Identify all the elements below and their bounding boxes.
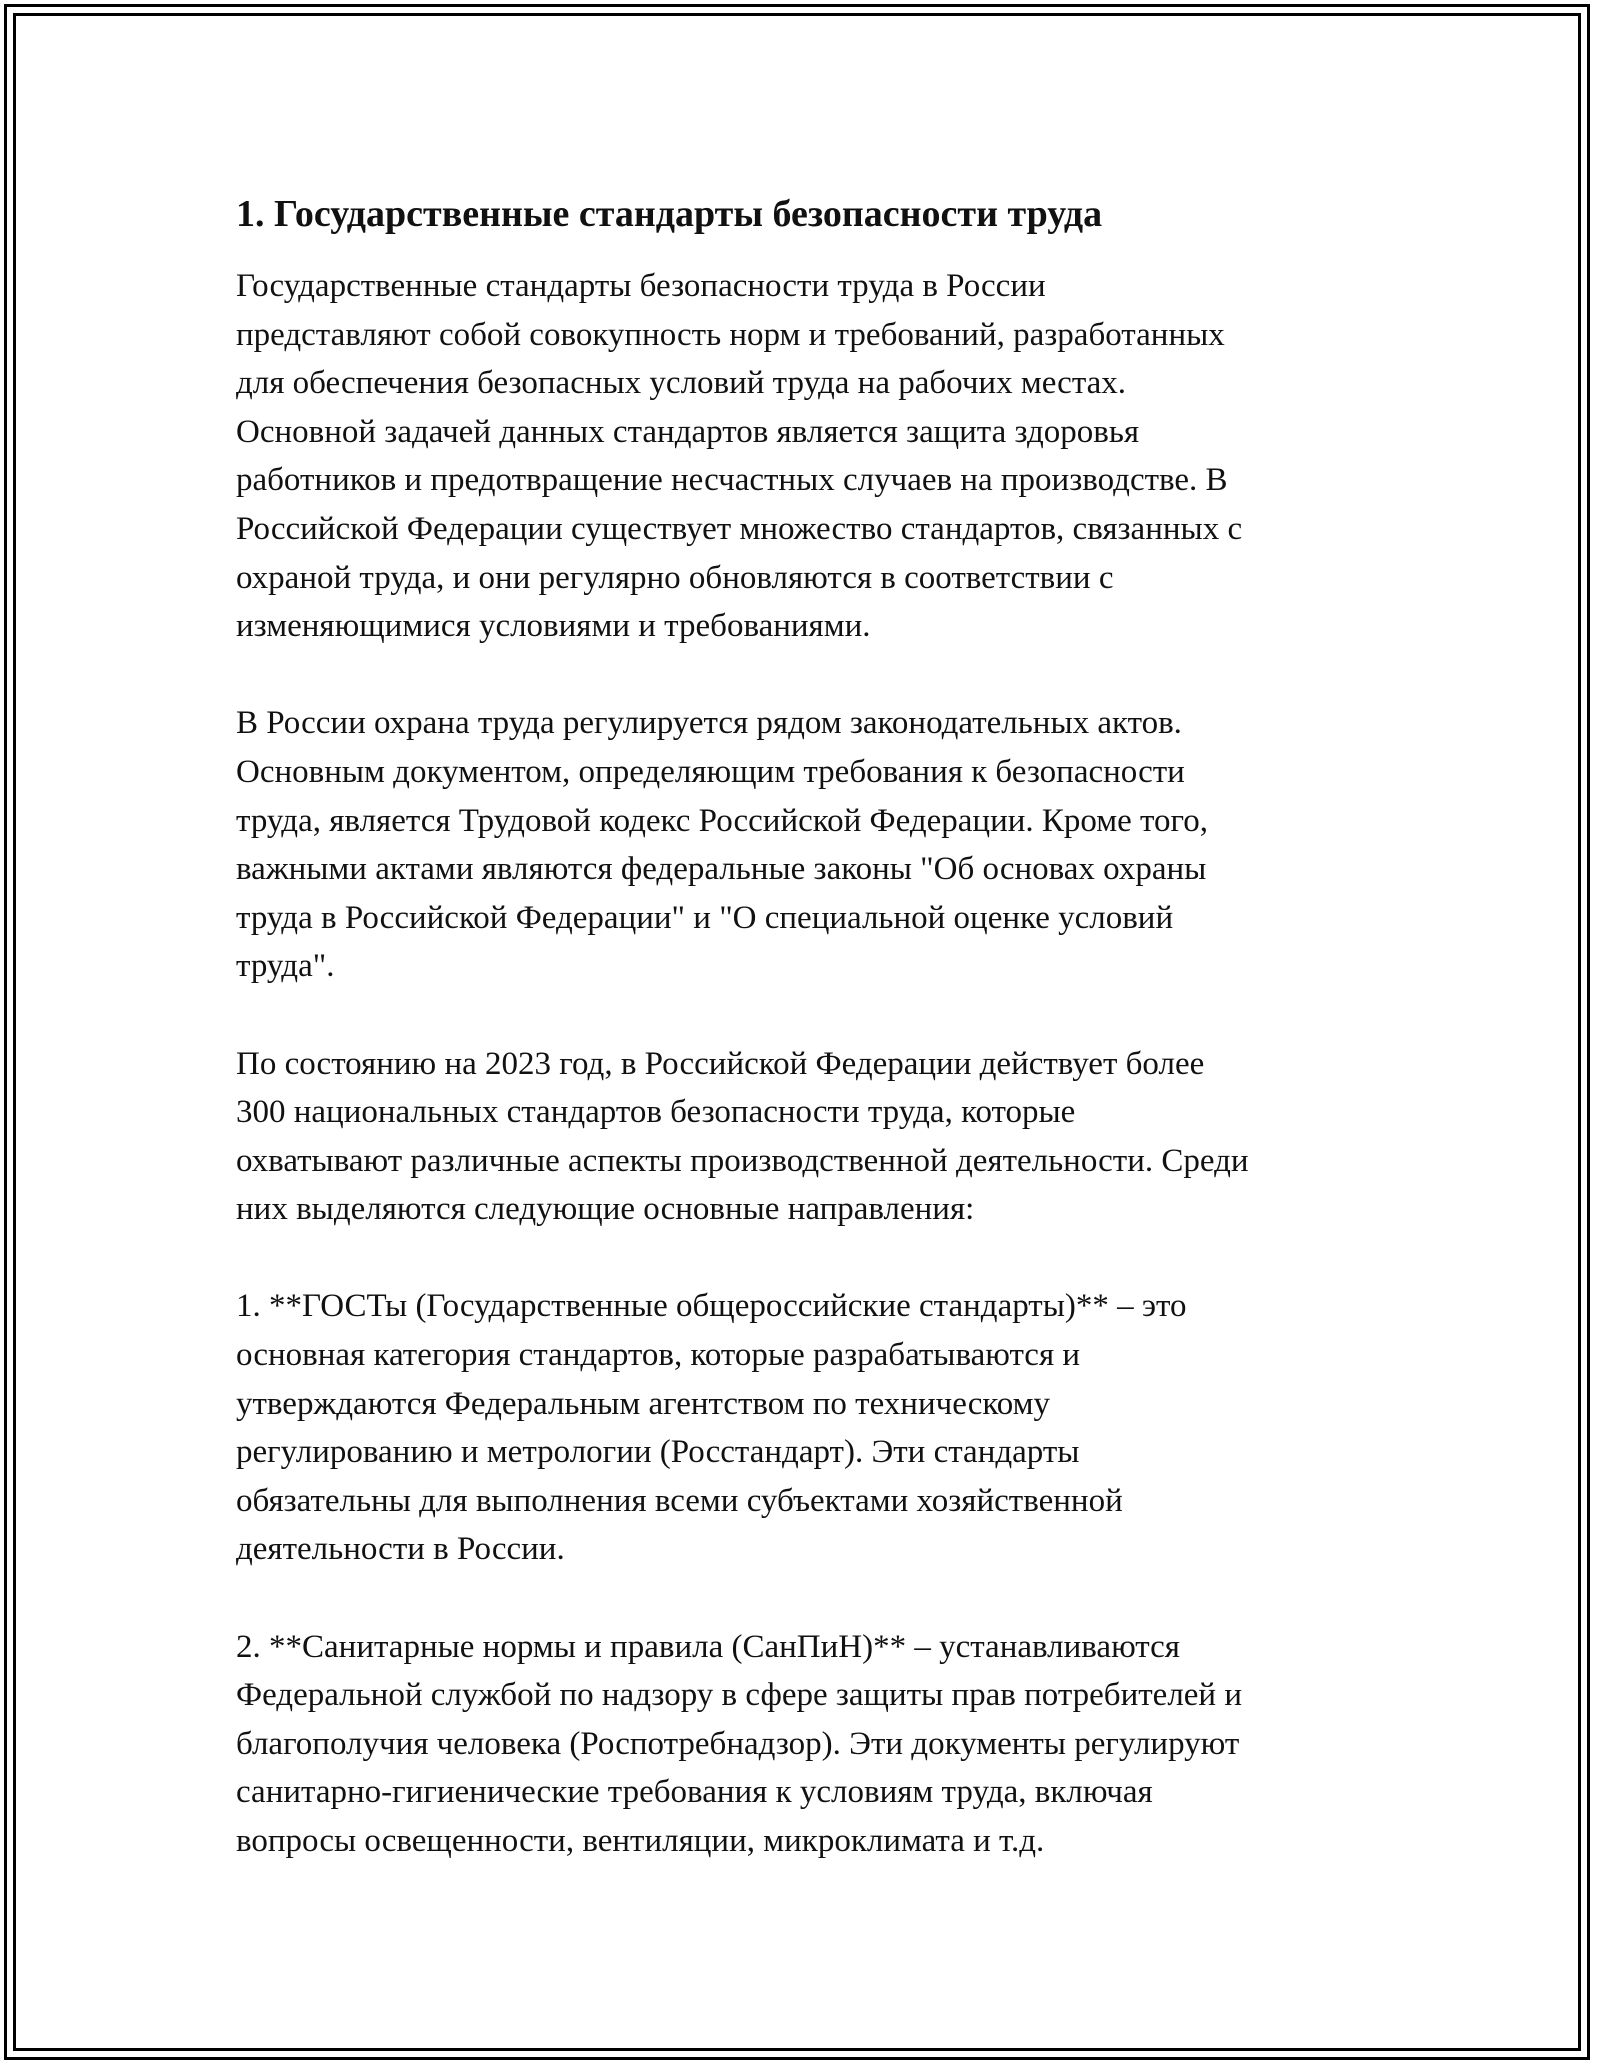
text-line: 300 национальных стандартов безопасности труда, которые <box>236 1094 1076 1131</box>
text-line: труда, является Трудовой кодекс Российской Федерации. Кроме того, <box>236 802 1209 839</box>
text-line: для обеспечения безопасных условий труда на рабочих местах. <box>236 365 1127 402</box>
text-line: благополучия человека (Роспотребнадзор). Эти документы регулируют <box>236 1725 1240 1762</box>
list-item-sanpin <box>236 1623 1376 1866</box>
list-item-gost <box>236 1282 1376 1574</box>
text-line: Российской Федерации существует множество стандартов, связанных с <box>236 510 1243 547</box>
text-line: 2. **Санитарные нормы и правила (СанПиН)** – устанавливаются <box>236 1628 1180 1665</box>
text-line: труда". <box>236 948 335 985</box>
text-line: Основным документом, определяющим требования к безопасности <box>236 753 1185 790</box>
text-line: основная категория стандартов, которые разрабатываются и <box>236 1337 1081 1374</box>
text-line: важными актами являются федеральные законы "Об основах охраны <box>236 851 1207 888</box>
text-line: 1. **ГОСТы (Государственные общероссийские стандарты)** – это <box>236 1288 1187 1325</box>
text-line: В России охрана труда регулируется рядом законодательных актов. <box>236 705 1182 742</box>
text-line: представляют собой совокупность норм и требований, разработанных <box>236 316 1225 353</box>
text-line: изменяющимися условиями и требованиями. <box>236 608 871 645</box>
text-line: утверждаются Федеральным агентством по техническому <box>236 1385 1050 1422</box>
paragraph-legislation <box>236 699 1376 991</box>
text-line: Государственные стандарты безопасности труда в России <box>236 268 1046 304</box>
text-line: По состоянию на 2023 год, в Российской Федерации действует более <box>236 1045 1205 1082</box>
text-line: работников и предотвращение несчастных случаев на производстве. В <box>236 462 1228 499</box>
section-heading: 1. Государственные стандарты безопасности труда <box>236 193 1103 235</box>
text-line: Основной задачей данных стандартов является защита здоровья <box>236 413 1140 450</box>
text-line: них выделяются следующие основные направления: <box>236 1191 975 1228</box>
text-line: санитарно-гигиенические требования к условиям труда, включая <box>236 1774 1153 1811</box>
text-line: охраной труда, и они регулярно обновляются в соответствии с <box>236 559 1114 596</box>
text-line: охватывают различные аспекты производственной деятельности. Среди <box>236 1142 1249 1179</box>
text-line: Федеральной службой по надзору в сфере защиты прав потребителей и <box>236 1677 1243 1714</box>
text-line: регулированию и метрологии (Росстандарт). Эти стандарты <box>236 1434 1080 1471</box>
text-line: вопросы освещенности, вентиляции, микроклимата и т.д. <box>236 1823 1045 1859</box>
paragraph-statistics <box>236 1040 1376 1234</box>
document-body <box>236 188 1376 1866</box>
paragraph-intro <box>236 262 1376 651</box>
text-line: деятельности в России. <box>236 1531 565 1568</box>
text-line: обязательны для выполнения всеми субъектами хозяйственной <box>236 1482 1123 1519</box>
text-line: труда в Российской Федерации" и "О специальной оценке условий <box>236 899 1174 936</box>
